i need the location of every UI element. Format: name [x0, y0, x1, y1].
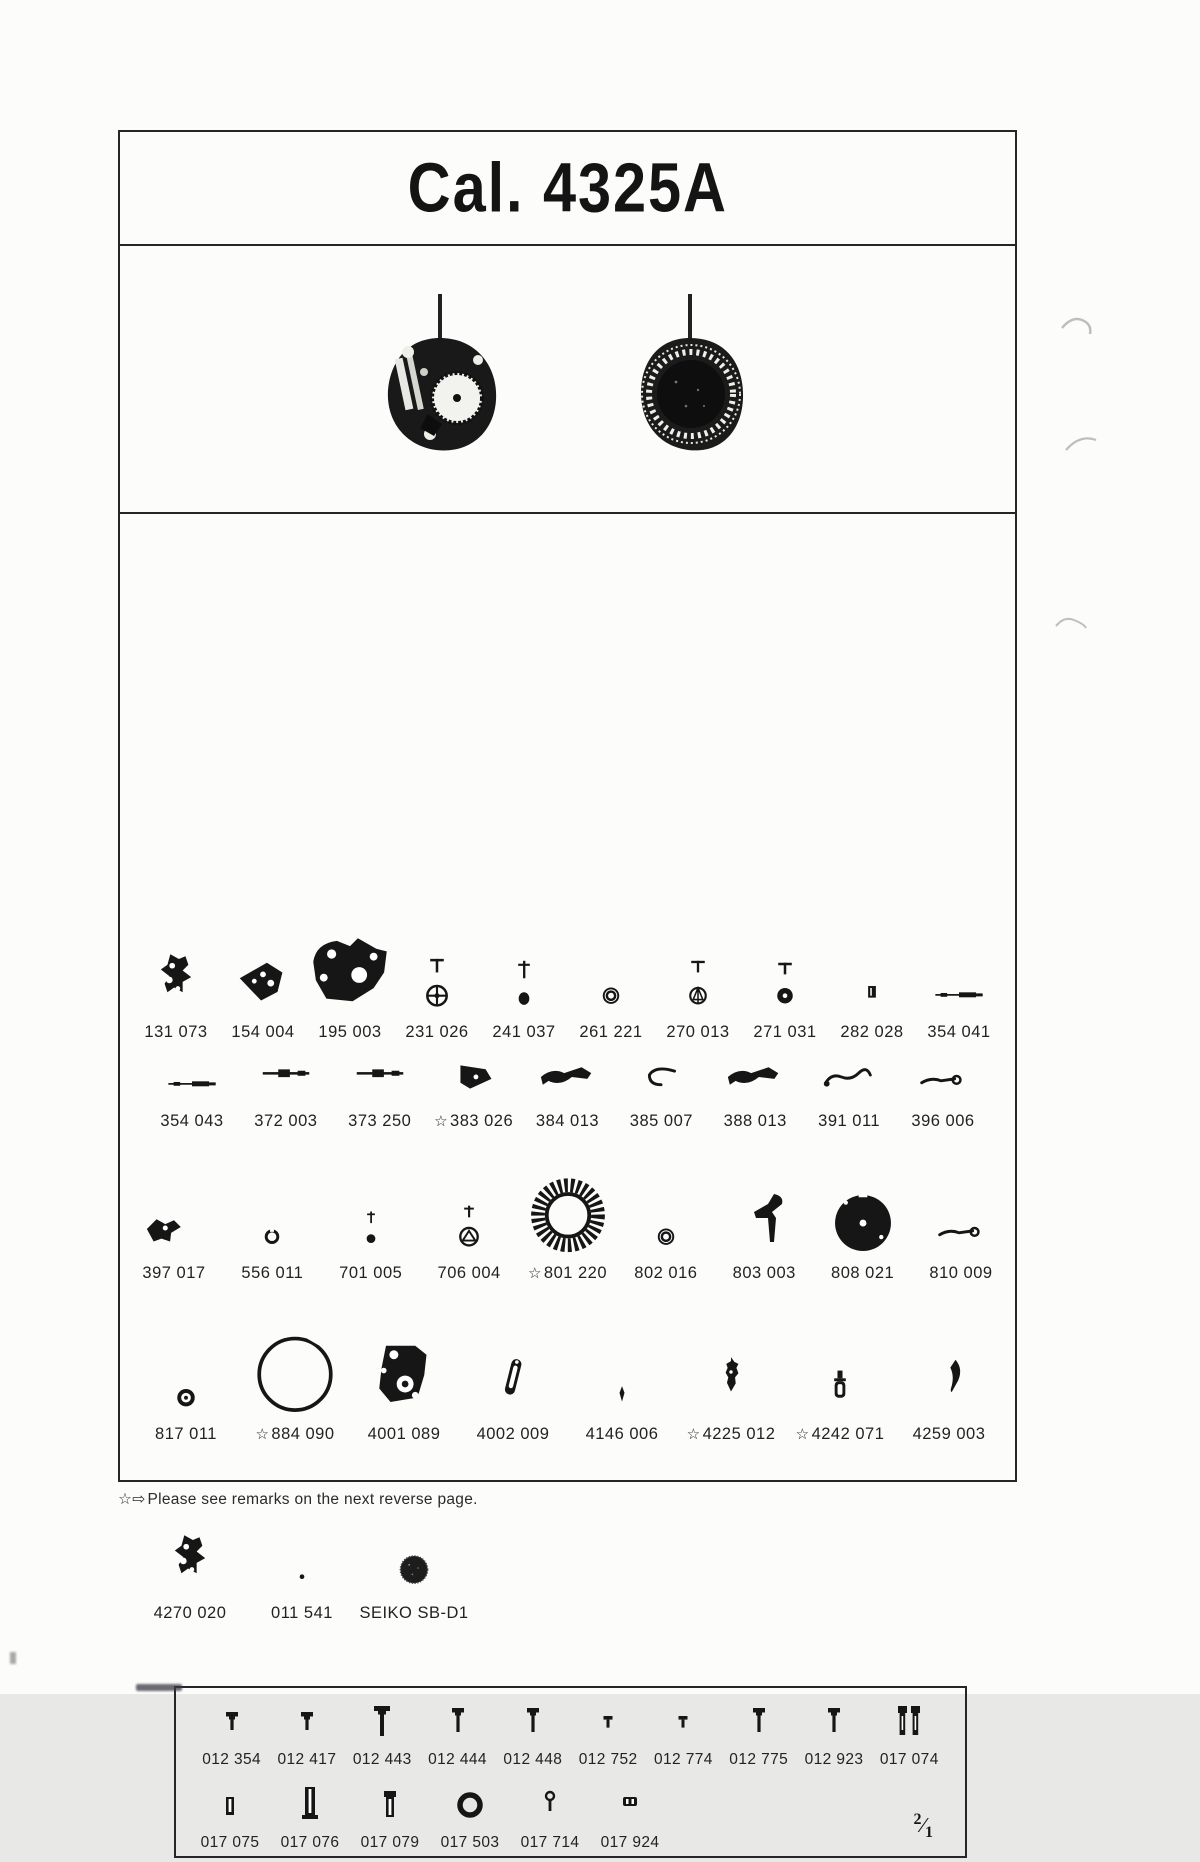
spoked-icon: [659, 899, 737, 1017]
blob-icon: [138, 899, 214, 1017]
scan-smudge: [10, 1652, 16, 1664]
part-item: [253, 1249, 337, 1444]
part-number: 372 003: [254, 1112, 318, 1130]
battery-icon: [382, 1522, 446, 1598]
screw-item: [872, 1696, 947, 1769]
part-number: ☆ 801 220: [527, 1264, 608, 1282]
screwM-icon: [513, 1696, 553, 1746]
part-number: 817 011: [155, 1425, 217, 1443]
scan-artifact: [1050, 600, 1090, 636]
part-number: 017 079: [360, 1834, 420, 1851]
part-item: [246, 1522, 358, 1623]
movement-back-illustration: [632, 294, 748, 485]
part-number: 012 775: [729, 1751, 789, 1768]
part-number: 017 074: [879, 1751, 939, 1768]
screw-item: [190, 1777, 270, 1852]
part-item: [795, 1249, 885, 1444]
springhook-icon: [922, 1104, 1000, 1258]
part-number: 354 041: [927, 1023, 991, 1041]
title-section: [120, 132, 1015, 246]
part-item: [743, 899, 827, 1042]
screws-row-1: [176, 1688, 965, 1769]
part-number: 282 028: [840, 1023, 904, 1041]
part-number: 011 541: [271, 1604, 333, 1622]
part-number: 373 250: [348, 1112, 412, 1130]
spring-icon: [810, 1042, 888, 1106]
part-number: 012 774: [654, 1751, 713, 1768]
part-number: 397 017: [142, 1264, 206, 1282]
part-number: 012 444: [428, 1751, 487, 1768]
clip-icon: [622, 1042, 700, 1106]
scan-artifact: [1056, 300, 1096, 340]
part-number: 391 011: [818, 1112, 881, 1130]
part-number: 388 013: [723, 1112, 787, 1130]
screwDouble-icon: [889, 1696, 929, 1746]
part-item: [580, 1249, 664, 1444]
part-number: 261 221: [579, 1023, 643, 1041]
part-number: 195 003: [318, 1023, 382, 1041]
part-number: 231 026: [405, 1023, 469, 1041]
part-number: 241 037: [492, 1023, 556, 1041]
part-number: 701 005: [339, 1264, 403, 1282]
tinyblock-icon: [833, 899, 911, 1017]
remark-star-icon: ☆: [527, 1265, 542, 1282]
screw-item: [269, 1696, 344, 1769]
screw-item: [270, 1777, 350, 1852]
part-number: 556 011: [241, 1264, 304, 1282]
screw-item: [495, 1696, 570, 1769]
pinwheeldark-icon: [746, 899, 824, 1017]
part-number: ☆ 4242 071: [795, 1425, 885, 1443]
screwM-icon: [814, 1696, 854, 1746]
parts-row-1: [120, 899, 1015, 1042]
part-number: 270 013: [666, 1023, 730, 1041]
scan-smudge: [136, 1684, 182, 1691]
part-number: 017 076: [280, 1834, 340, 1851]
screw-item: [345, 1696, 420, 1769]
flag-icon: [435, 1042, 513, 1106]
stem-icon: [134, 1042, 250, 1106]
screw-item: [430, 1777, 510, 1852]
scale-denominator: 1: [925, 1824, 933, 1841]
tinydot-icon: [263, 1522, 341, 1598]
pintri-icon: [430, 1104, 508, 1258]
part-item: [395, 899, 479, 1042]
part-item: [221, 899, 305, 1042]
keypin-icon: [530, 1777, 570, 1829]
screws-row-2: [176, 1769, 965, 1852]
part-number: 271 031: [753, 1023, 817, 1041]
screw-item: [590, 1777, 670, 1852]
springhook-icon: [904, 1042, 982, 1106]
part-number: 012 417: [277, 1751, 337, 1768]
part-number: 808 021: [831, 1264, 895, 1282]
smallgear-icon: [572, 899, 650, 1017]
screw-item: [420, 1696, 495, 1769]
part-number: 017 924: [600, 1834, 660, 1851]
movement-section: [120, 246, 1015, 514]
footer-note: [118, 1490, 478, 1509]
part-number: ☆ 4225 012: [686, 1425, 776, 1443]
part-number: 706 004: [437, 1264, 501, 1282]
part-number: 154 004: [231, 1023, 295, 1041]
oring-icon: [233, 1104, 311, 1258]
toothedring-icon: [518, 1104, 618, 1258]
part-number: 012 354: [202, 1751, 262, 1768]
capsule-icon: [484, 1249, 542, 1419]
lever-icon: [716, 1042, 794, 1106]
remark-star-icon: ☆: [686, 1426, 701, 1443]
lever-icon: [529, 1042, 607, 1106]
part-item: [362, 1249, 446, 1444]
part-number: 012 448: [503, 1751, 563, 1768]
bulb-icon: [704, 1249, 758, 1419]
part-item: [656, 899, 740, 1042]
part-number: 810 009: [929, 1264, 993, 1282]
circuit-icon: [359, 1249, 449, 1419]
part-number: 017 714: [520, 1834, 580, 1851]
part-item: [134, 899, 218, 1042]
screwXS-icon: [588, 1696, 628, 1746]
screwL-icon: [362, 1696, 402, 1746]
screw-item: [570, 1696, 645, 1769]
screw-item: [796, 1696, 871, 1769]
part-number: 4146 006: [585, 1425, 659, 1443]
part-item: [144, 1249, 228, 1444]
tubeS-icon: [210, 1777, 250, 1829]
tinypin-icon: [583, 1249, 661, 1419]
part-number: 012 443: [352, 1751, 412, 1768]
screwS-icon: [287, 1696, 327, 1746]
part-item: [917, 899, 1001, 1042]
screw-item: [510, 1777, 590, 1852]
crescent-icon: [923, 1249, 975, 1419]
setlever-icon: [135, 1104, 213, 1258]
part-item: [482, 899, 566, 1042]
bigring-icon: [242, 1249, 348, 1419]
part-item: [471, 1249, 555, 1444]
remark-star-icon: ☆: [434, 1113, 449, 1130]
ringgear-icon: [147, 1249, 225, 1419]
bigplate-icon: [294, 899, 406, 1017]
part-number: 384 013: [535, 1112, 600, 1130]
part-number: 017 503: [440, 1834, 500, 1851]
part-number: 017 075: [200, 1834, 260, 1851]
remark-star-icon: ☆: [795, 1426, 810, 1443]
movement-front-illustration: [378, 294, 502, 485]
part-number: 802 016: [634, 1264, 698, 1282]
screwM-icon: [739, 1696, 779, 1746]
parts-row-5: [120, 1522, 1015, 1623]
pindot-icon: [485, 899, 563, 1017]
part-item: [134, 1522, 246, 1623]
part-number: 4259 003: [912, 1425, 986, 1443]
tubeM-icon: [370, 1777, 410, 1829]
screw-item: [646, 1696, 721, 1769]
bottle-icon: [801, 1249, 879, 1419]
pinwheel-icon: [398, 899, 476, 1017]
part-number: 803 003: [732, 1264, 796, 1282]
part-number: 012 923: [804, 1751, 864, 1768]
remark-symbols: ☆⇨: [118, 1491, 146, 1508]
part-item: [358, 1522, 470, 1623]
pindotsm-icon: [332, 1104, 410, 1258]
part-number: 131 073: [144, 1023, 208, 1041]
part-number: 385 007: [629, 1112, 693, 1130]
remark-star-icon: ☆: [255, 1426, 270, 1443]
blob-icon: [152, 1522, 228, 1598]
lever803-icon: [724, 1104, 804, 1258]
scale-ratio: $^2⁄_1$: [913, 1810, 933, 1841]
part-number: 396 006: [911, 1112, 975, 1130]
part-item: [907, 1249, 991, 1444]
screw-item: [194, 1696, 269, 1769]
part-number: ☆ 383 026: [434, 1112, 514, 1130]
screwXS-icon: [663, 1696, 703, 1746]
part-number: 4270 020: [153, 1604, 227, 1622]
nut-icon: [610, 1777, 650, 1829]
screw-item: [350, 1777, 430, 1852]
triplate-icon: [224, 899, 302, 1017]
part-number: 4002 009: [476, 1425, 550, 1443]
part-number: 4001 089: [367, 1425, 441, 1443]
remark-text: Please see remarks on the next reverse page.: [147, 1491, 478, 1508]
part-item: [308, 899, 392, 1042]
screws-box: [174, 1686, 967, 1858]
tubeL-icon: [290, 1777, 330, 1829]
parts-area: [120, 514, 1015, 1862]
part-item: [686, 1249, 776, 1444]
rotor-icon: [820, 1104, 906, 1258]
part-number: 012 752: [578, 1751, 638, 1768]
shortstem-icon: [247, 1042, 325, 1106]
ringO-icon: [450, 1777, 490, 1829]
part-number: SEIKO SB-D1: [359, 1604, 469, 1622]
part-number: 354 043: [160, 1112, 224, 1130]
scale-numerator: 2: [913, 1810, 922, 1828]
page-title: Cal. 4325A: [407, 149, 728, 227]
shortstem-icon: [341, 1042, 419, 1106]
screwM-icon: [438, 1696, 478, 1746]
screwS-icon: [212, 1696, 252, 1746]
parts-row-4: [120, 1249, 1015, 1444]
part-item: [569, 899, 653, 1042]
part-number: ☆ 884 090: [255, 1425, 335, 1443]
screw-item: [721, 1696, 796, 1769]
stem-icon: [901, 899, 1017, 1017]
smallgear-icon: [627, 1104, 705, 1258]
scan-artifact: [1062, 420, 1102, 460]
